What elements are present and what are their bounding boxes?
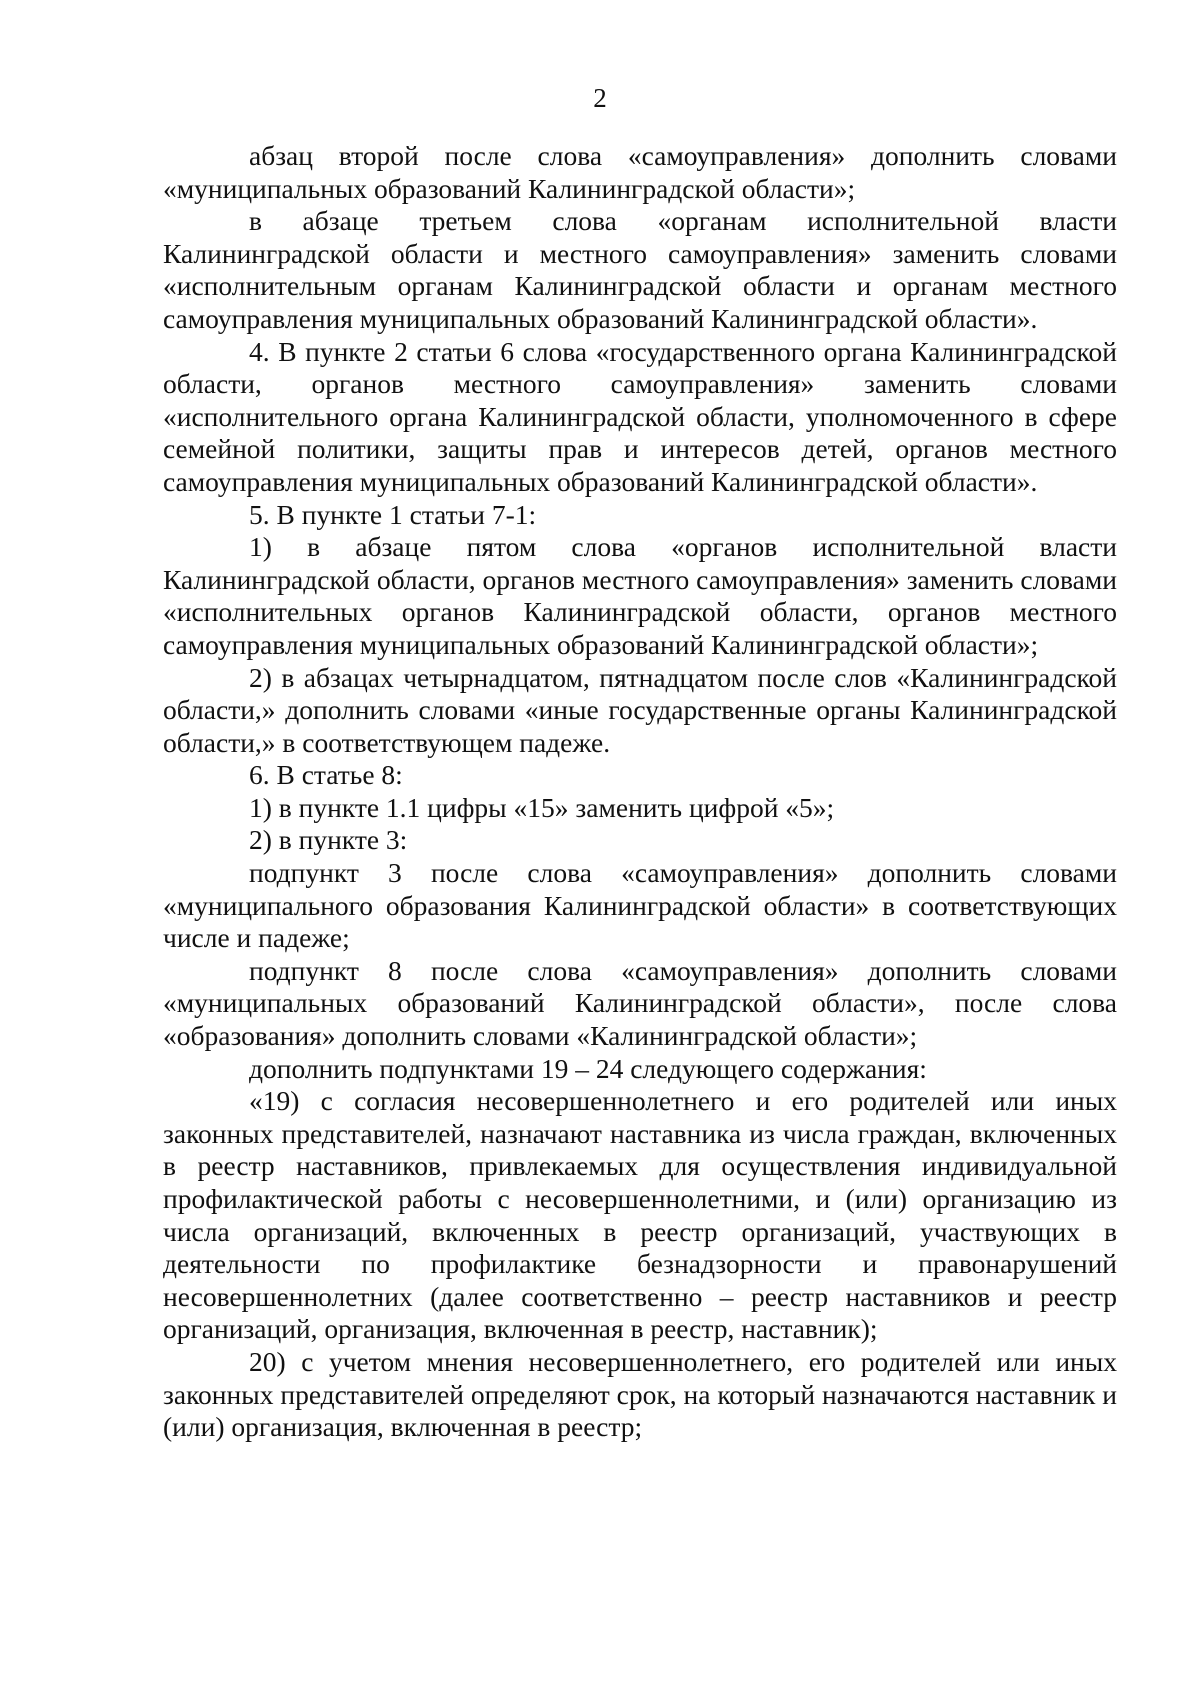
paragraph: 2) в абзацах четырнадцатом, пятнадцатом после слов «Калининградской области,» дополнить словами «иные государственные органы Калининградской области,» в соответствующем падеже.: [163, 661, 1117, 758]
paragraph: дополнить подпунктами 19 – 24 следующего содержания:: [249, 1052, 927, 1084]
paragraph: абзац второй после слова «самоуправления» дополнить словами «муниципальных образований Калининградской области»;: [163, 140, 1117, 204]
paragraph: 20) с учетом мнения несовершеннолетнего, его родителей или иных законных представителей определяют срок, на который назначаются наставник и (или) организация, включенная в реестр;: [163, 1345, 1117, 1443]
paragraph: 6. В статье 8:: [249, 759, 403, 791]
paragraph: 1) в абзаце пятом слова «органов исполнительной власти Калининградской области, органов местного самоуправления» заменить словами «исполнительных органов Калининградской области, органов местного самоуправления муниципальных образований Калининградской области»;: [163, 531, 1117, 660]
paragraph: 5. В пункте 1 статьи 7-1:: [249, 498, 537, 530]
paragraph: подпункт 3 после слова «самоуправления» дополнить словами «муниципального образования Калининградской области» в соответствующих числе и падеже;: [163, 857, 1117, 954]
paragraph: подпункт 8 после слова «самоуправления» дополнить словами «муниципальных образований Калининградской области», после слова «образования» дополнить словами «Калининградской области»;: [163, 954, 1117, 1052]
paragraph: 1) в пункте 1.1 цифры «15» заменить цифрой «5»;: [249, 791, 835, 823]
paragraph: «19) с согласия несовершеннолетнего и его родителей или иных законных представителей, назначают наставника из числа граждан, включенных в реестр наставников, привлекаемых для осуществления индивидуальной профилактической работы с несовершеннолетними, и (или) организацию из числа организаций, включенных в реестр организаций, участвующих в деятельности по профилактике безнадзорности и правонарушений несовершеннолетних (далее соответственно – реестр наставников и реестр организаций, организация, включенная в реестр, наставник);: [163, 1085, 1117, 1345]
paragraph: 4. В пункте 2 статьи 6 слова «государственного органа Калининградской области, органов местного самоуправления» заменить словами «исполнительного органа Калининградской области, уполномоченного в сфере семейной политики, защиты прав и интересов детей, органов местного самоуправления муниципальных образований Калининградской области».: [163, 335, 1117, 497]
paragraph: в абзаце третьем слова «органам исполнительной власти Калининградской области и местного самоуправления» заменить словами «исполнительным органам Калининградской области и органам местного самоуправления муниципальных образований Калининградской области».: [163, 205, 1117, 334]
page-number: 2: [593, 83, 607, 113]
paragraph: 2) в пункте 3:: [249, 824, 408, 856]
document-body: [163, 140, 1117, 1444]
